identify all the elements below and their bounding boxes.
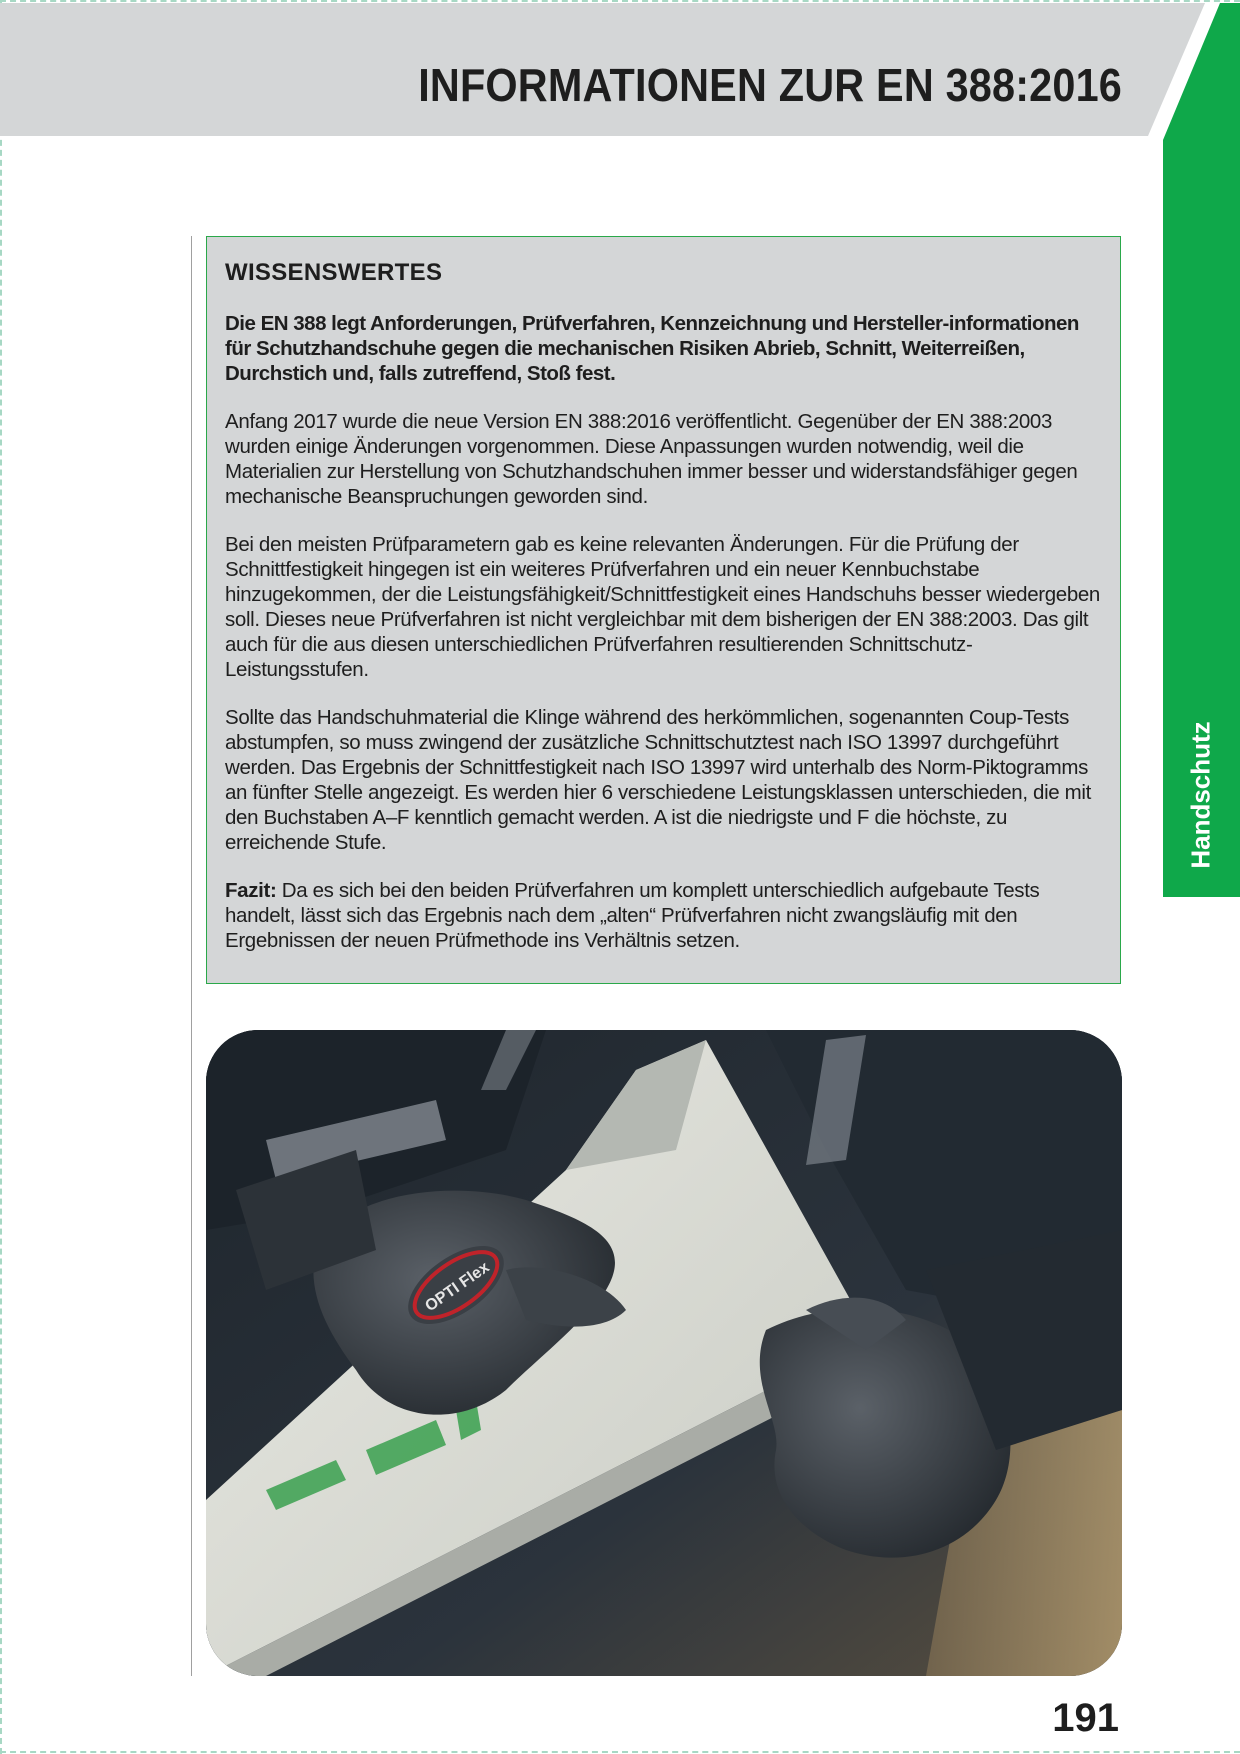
margin-rule [191, 236, 192, 1676]
info-box-content [225, 259, 1105, 976]
page-border-left [0, 0, 2, 1754]
info-box [206, 236, 1121, 984]
page-number: 191 [1052, 1696, 1119, 1740]
page-title: INFORMATIONEN ZUR EN 388:2016 [418, 59, 1122, 111]
lead-paragraph: Die EN 388 legt Anforderungen, Prüfverfahren, Kennzeichnung und Hersteller-informationen für Schutzhandschuhe gegen die mechanischen Risiken Abrieb, Schnitt, Weiterreißen, Durchstich und, falls zutreffend, Stoß fest. [225, 312, 1079, 385]
info-box-heading: WISSENSWERTES [225, 259, 443, 286]
paragraph-1: Anfang 2017 wurde die neue Version EN 388:2016 veröffentlicht. Gegenüber der EN 388:2003 wurden einige Änderungen vorgenommen. Diese Anpassungen wurden notwendig, weil die Materialien zur Herstellung von Schutzhandschuhen immer besser und widerstandsfähiger gegen mechanische Beanspruchungen geworden sind. [225, 410, 1078, 508]
fazit-label: Fazit: [225, 879, 277, 902]
side-tab-label [1163, 720, 1240, 870]
fazit-paragraph [225, 878, 1105, 953]
fazit-text: Da es sich bei den beiden Prüfverfahren um komplett unterschiedlich aufgebaute Tests handelt, lässt sich das Ergebnis nach dem „alten“ Prüfverfahren nicht zwangsläufig mit den Ergebnissen der neuen Prüfmethode ins Verhältnis setzen. [225, 879, 1040, 952]
page-border-bottom [0, 1751, 1240, 1753]
photo-gloves-handling-sheet [206, 1030, 1122, 1676]
glove-brand-text: OPTI Flex [422, 1258, 493, 1316]
side-tab-text: Handschutz [1185, 721, 1216, 869]
paragraph-2: Bei den meisten Prüfparametern gab es keine relevanten Änderungen. Für die Prüfung der Schnittfestigkeit hingegen ist ein weiteres Prüfverfahren und ein neuer Kennbuchstabe hinzugekommen, der die Leistungsfähigkeit/Schnittfestigkeit eines Handschuhs besser wiedergeben soll. Dieses neue Prüfverfahren ist nicht vergleichbar mit dem bisherigen der EN 388:2003. Das gilt auch für die aus diesen unterschiedlichen Prüfverfahren resultierenden Schnittschutz-Leistungsstufen. [225, 533, 1100, 681]
paragraph-3: Sollte das Handschuhmaterial die Klinge während des herkömmlichen, sogenannten Coup-Tests abstumpfen, so muss zwingend der zusätzliche Schnittschutztest nach ISO 13997 durchgeführt werden. Das Ergebnis der Schnittfestigkeit nach ISO 13997 wird unterhalb des Norm-Piktogramms an fünfter Stelle angezeigt. Es werden hier 6 verschiedene Leistungsklassen unterschieden, die mit den Buchstaben A–F kenntlich gemacht werden. A ist die niedrigste und F die höchste, zu erreichende Stufe. [225, 706, 1091, 854]
